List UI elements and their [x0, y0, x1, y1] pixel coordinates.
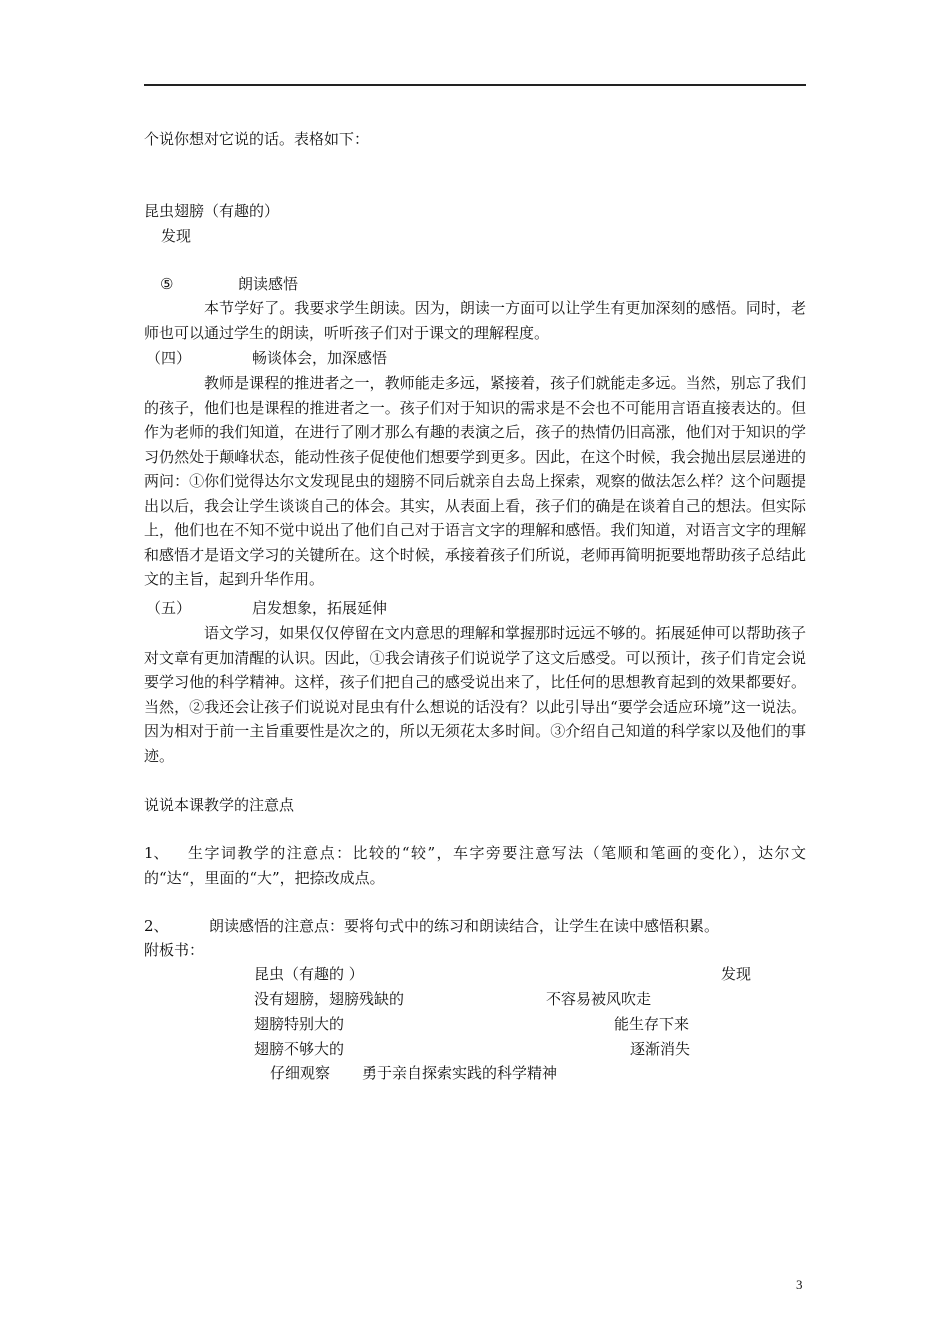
- header-rule: [144, 84, 806, 86]
- section-body: 语文学习，如果仅仅停留在文内意思的理解和掌握那时远远不够的。拓展延伸可以帮助孩子对文章有更加清醒的认识。因此，①我会请孩子们说说学了这文后感受。可以预计，孩子们肯定会说要学习他的科学精神。这样，孩子们把自己的感受说出来了，比任何的思想教育起到的效果都要好。当然，②我还会让孩子们说说对昆虫有什么想说的话没有？以此引导出“要学会适应环境”这一说法。因为相对于前一主旨重要性是次之的，所以无须花太多时间。③介绍自己知道的科学家以及他们的事迹。: [144, 624, 806, 765]
- note-text: 生字词教学的注意点：比较的“较”，车字旁要注意写法（笔顺和笔画的变化），达尔文的“达“，里面的“大”，把捺改成点。: [144, 844, 806, 887]
- section-body: 教师是课程的推进者之一，教师能走多远，紧接着，孩子们就能走多远。当然，别忘了我们的孩子，他们也是课程的推进者之一。孩子们对于知识的需求是不会也不可能用言语直接表达的。但作为老师的我们知道，在进行了刚才那么有趣的表演之后，孩子的热情仍旧高涨，他们对于知识的学习仍然处于颠峰状态，能动性孩子促使他们想要学到更多。因此，在这个时候，我会抛出层层递进的两问：①你们觉得达尔文发现昆虫的翅膀不同后就亲自去岛上探索，观察的做法怎么样？这个问题提出以后，我会让学生谈谈自己的体会。其实，从表面上看，孩子们的确是在谈着自己的想法。但实际上，他们也在不知不觉中说出了他们自己对于语言文字的理解和感悟。我们知道，对语言文字的理解和感悟才是语文学习的关键所在。这个时候，承接着孩子们所说，老师再简明扼要地帮助孩子总结此文的主旨，起到升华作用。: [144, 374, 806, 588]
- board-row-right: 逐渐消失: [630, 1040, 691, 1058]
- section-body: 本节学好了。我要求学生朗读。因为，朗读一方面可以让学生有更加深刻的感悟。同时，老师也可以通过学生的朗读，听听孩子们对于课文的理解程度。: [144, 299, 806, 342]
- intro-line: 个说你想对它说的话。表格如下：: [144, 130, 370, 148]
- board-header-right: 发现: [721, 965, 752, 983]
- section-heading: 畅谈体会，加深感悟: [252, 349, 388, 367]
- table-title: 昆虫翅膀（有趣的）: [144, 202, 280, 220]
- board-row-right: 不容易被风吹走: [546, 990, 652, 1008]
- note-text: 朗读感悟的注意点：要将句式中的练习和朗读结合，让学生在读中感悟积累。: [209, 917, 720, 935]
- board-row-left: 没有翅膀，翅膀残缺的: [254, 990, 405, 1008]
- section-heading: 朗读感悟: [238, 275, 299, 293]
- board-footer-left: 仔细观察: [270, 1064, 331, 1082]
- board-row-left: 翅膀特别大的: [254, 1015, 345, 1033]
- section-heading: 启发想象，拓展延伸: [252, 599, 388, 617]
- note-number: 1、: [144, 844, 169, 862]
- notes-heading: 说说本课教学的注意点: [144, 796, 295, 814]
- board-label: 附板书：: [144, 941, 205, 959]
- note-number: 2、: [144, 917, 169, 935]
- section-number: （五）: [146, 599, 192, 617]
- board-row-left: 翅膀不够大的: [254, 1040, 345, 1058]
- page-number: 3: [796, 1277, 803, 1292]
- board-header-left: 昆虫（有趣的 ）: [254, 965, 364, 983]
- section-number: （四）: [146, 349, 192, 367]
- section-number: ⑤: [160, 275, 174, 293]
- board-footer-right: 勇于亲自探索实践的科学精神: [362, 1064, 558, 1082]
- board-row-right: 能生存下来: [614, 1015, 690, 1033]
- table-subheading: 发现: [161, 227, 192, 245]
